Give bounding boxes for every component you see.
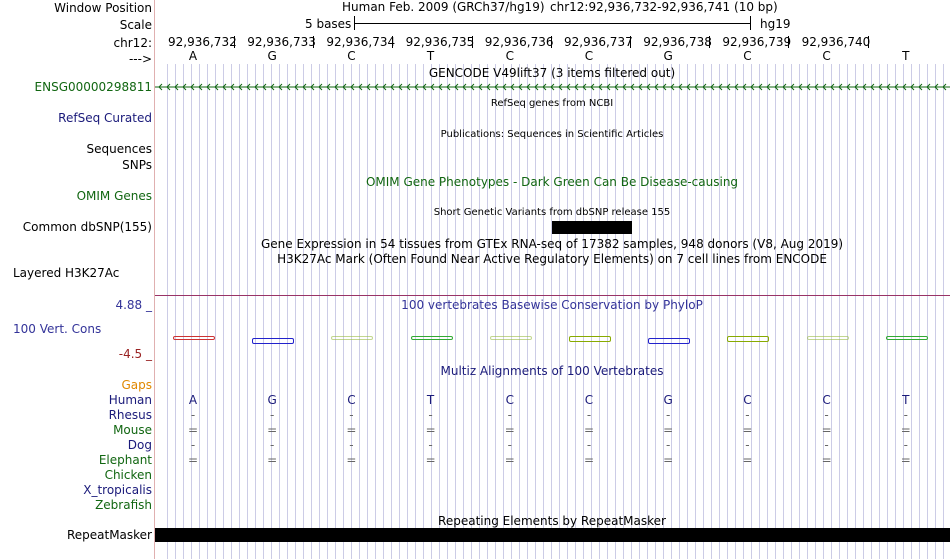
alignment-base: -	[666, 408, 671, 422]
species-label-x_tropicalis[interactable]: X_tropicalis	[83, 483, 152, 497]
repeatmasker-label[interactable]: RepeatMasker	[66, 528, 152, 542]
alignment-base: =	[663, 453, 674, 467]
grid-line	[175, 64, 176, 559]
grid-line	[935, 64, 936, 559]
grid-line	[743, 64, 744, 559]
grid-line	[327, 64, 328, 559]
grid-line	[799, 64, 800, 559]
scale-label: Scale	[119, 18, 152, 32]
alignment-base: -	[428, 408, 433, 422]
conservation-mark[interactable]	[331, 336, 373, 340]
cons-max-value: 4.88 _	[115, 298, 152, 312]
grid-line	[847, 64, 848, 559]
alignment-base: =	[504, 453, 515, 467]
grid-line	[383, 64, 384, 559]
multiz-track-title: Multiz Alignments of 100 Vertebrates	[440, 364, 664, 378]
phylop-track-title: 100 vertebrates Basewise Conservation by PhyloP	[401, 298, 703, 312]
alignment-base: -	[190, 408, 196, 422]
alignment-base: -	[428, 438, 433, 452]
reference-base: T	[902, 49, 910, 63]
alignment-base: C	[743, 393, 752, 407]
alignment-base: =	[425, 423, 436, 437]
repeatmasker-block[interactable]	[155, 528, 950, 542]
ruler-coordinate: 92,936,736	[484, 35, 554, 49]
alignment-base: =	[267, 453, 278, 467]
reference-base: C	[584, 49, 594, 63]
alignment-base: =	[425, 453, 436, 467]
reference-base: C	[347, 49, 356, 63]
grid-line	[719, 64, 720, 559]
sequences-label[interactable]: Sequences	[86, 142, 152, 156]
alignment-base: =	[742, 453, 753, 467]
grid-line	[287, 64, 288, 559]
reference-base: C	[505, 49, 514, 63]
ensg-label[interactable]: ENSG00000298811	[34, 80, 152, 94]
grid-line	[775, 64, 776, 559]
grid-line	[319, 64, 320, 559]
repeatmasker-track-title: Repeating Elements by RepeatMasker	[438, 514, 666, 528]
alignment-base: =	[821, 423, 832, 437]
grid-line	[879, 64, 880, 559]
conservation-mark[interactable]	[252, 338, 294, 344]
ruler-coordinate: 92,936,733	[247, 35, 316, 49]
grid-line	[927, 64, 928, 559]
alignment-base: -	[586, 438, 592, 452]
conservation-mark[interactable]	[727, 336, 769, 342]
alignment-base: -	[507, 438, 512, 452]
alignment-base: =	[187, 423, 199, 437]
alignment-base: C	[505, 393, 514, 407]
conservation-mark[interactable]	[411, 336, 453, 340]
species-label-mouse[interactable]: Mouse	[113, 423, 152, 437]
window-position-label: Window Position	[54, 1, 152, 15]
alignment-base: =	[187, 453, 199, 467]
alignment-base: G	[267, 393, 277, 407]
reference-base: G	[267, 49, 277, 63]
alignment-base: -	[903, 408, 908, 422]
grid-line	[183, 64, 184, 559]
omim-track-title: OMIM Gene Phenotypes - Dark Green Can Be Disease-causing	[365, 175, 739, 189]
grid-line	[167, 64, 168, 559]
reference-base: A	[188, 49, 198, 63]
grid-line	[831, 64, 832, 559]
grid-line	[263, 64, 264, 559]
reference-base: T	[426, 49, 435, 63]
alignment-base: -	[903, 438, 908, 452]
grid-line	[207, 64, 208, 559]
alignment-base: A	[188, 393, 198, 407]
grid-line	[303, 64, 304, 559]
grid-line	[759, 64, 760, 559]
grid-line	[279, 64, 280, 559]
omim-genes-label[interactable]: OMIM Genes	[76, 189, 152, 203]
grid-line	[711, 64, 712, 559]
grid-line	[391, 64, 392, 559]
reference-base: G	[663, 49, 673, 63]
grid-line	[231, 64, 232, 559]
grid-line	[247, 64, 248, 559]
grid-line	[367, 64, 368, 559]
alignment-base: T	[426, 393, 435, 407]
grid-line	[375, 64, 376, 559]
strand-label: --->	[128, 52, 152, 66]
grid-line	[351, 64, 352, 559]
grid-line	[239, 64, 240, 559]
alignment-base: C	[822, 393, 831, 407]
species-label-gaps[interactable]: Gaps	[121, 378, 152, 392]
grid-line	[295, 64, 296, 559]
track-display-area[interactable]	[155, 0, 950, 559]
grid-line	[703, 64, 704, 559]
scale-bar-left-cap	[354, 16, 355, 30]
refseq-track-title: RefSeq genes from NCBI	[490, 98, 614, 109]
alignment-base: -	[270, 408, 275, 422]
species-label-dog[interactable]: Dog	[127, 438, 152, 452]
species-label-elephant[interactable]: Elephant	[98, 453, 152, 467]
ruler-coordinate: 92,936,737	[564, 35, 633, 49]
gtex-track-title: Gene Expression in 54 tissues from GTEx RNA-seq of 17382 samples, 948 donors (V8, Aug 2019)	[260, 237, 844, 251]
alignment-base: =	[663, 423, 674, 437]
h3k27ac-track-title: H3K27Ac Mark (Often Found Near Active Regulatory Elements) on 7 cell lines from ENCODE	[277, 252, 827, 266]
grid-line	[943, 64, 944, 559]
publications-track-title: Publications: Sequences in Scientific Articles	[440, 129, 664, 140]
alignment-base: =	[742, 423, 753, 437]
grid-line	[815, 64, 816, 559]
assembly-title: Human Feb. 2009 (GRCh37/hg19)	[342, 0, 545, 14]
reference-base: C	[743, 49, 752, 63]
vert-cons-label[interactable]: 100 Vert. Cons	[13, 322, 102, 336]
grid-line	[735, 64, 736, 559]
grid-line	[871, 64, 872, 559]
grid-line	[215, 64, 216, 559]
alignment-base: C	[584, 393, 594, 407]
scale-bar-right-cap	[750, 16, 751, 30]
grid-line	[863, 64, 864, 559]
grid-line	[270, 64, 275, 559]
conservation-mark[interactable]	[173, 336, 215, 340]
grid-line	[791, 64, 792, 559]
ruler-coordinate: 92,936,740	[801, 35, 871, 49]
conservation-mark[interactable]	[490, 336, 532, 340]
grid-line	[191, 64, 192, 559]
dbsnp-variant-block[interactable]	[552, 221, 632, 234]
conservation-mark[interactable]	[807, 336, 849, 340]
alignment-base: -	[824, 438, 829, 452]
ruler-coordinate: 92,936,738	[643, 35, 712, 49]
conservation-top-line	[155, 295, 950, 296]
alignment-base: -	[824, 408, 829, 422]
alignment-base: G	[663, 393, 673, 407]
alignment-base: -	[349, 408, 354, 422]
alignment-base: =	[346, 453, 357, 467]
alignment-base: =	[900, 453, 911, 467]
common-dbsnp-label[interactable]: Common dbSNP(155)	[22, 220, 152, 234]
scale-bar	[354, 23, 750, 24]
alignment-base: -	[745, 408, 750, 422]
conservation-mark[interactable]	[569, 336, 611, 342]
grid-line	[359, 64, 360, 559]
grid-line	[855, 64, 856, 559]
species-label-rhesus[interactable]: Rhesus	[108, 408, 152, 422]
reference-base: C	[822, 49, 831, 63]
alignment-base: C	[347, 393, 356, 407]
refseq-curated-label[interactable]: RefSeq Curated	[58, 111, 152, 125]
ruler-coordinate: 92,936,735	[405, 35, 475, 49]
cons-min-value: -4.5 _	[118, 347, 152, 361]
snps-label[interactable]: SNPs	[122, 158, 152, 172]
dbsnp-track-title: Short Genetic Variants from dbSNP release 155	[433, 207, 671, 218]
conservation-mark[interactable]	[648, 338, 690, 344]
grid-line	[839, 64, 840, 559]
grid-line	[887, 64, 888, 559]
alignment-base: -	[349, 438, 354, 452]
alignment-base: =	[504, 423, 515, 437]
alignment-base: =	[346, 423, 357, 437]
scale-text: 5 bases	[305, 17, 352, 31]
alignment-base: =	[900, 423, 911, 437]
scale-db: hg19	[760, 17, 791, 31]
grid-line	[727, 64, 728, 559]
layered-h3k27ac-label[interactable]: Layered H3K27Ac	[13, 266, 120, 280]
ruler-coordinate: 92,936,734	[326, 35, 396, 49]
conservation-mark[interactable]	[886, 336, 928, 340]
position-range: chr12:92,936,732-92,936,741 (10 bp)	[550, 0, 778, 14]
ruler-coordinate: 92,936,732	[168, 35, 237, 49]
gencode-gene-line[interactable]	[155, 82, 950, 92]
grid-line	[399, 64, 400, 559]
alignment-base: =	[583, 453, 595, 467]
chrom-label: chr12:	[113, 36, 152, 50]
alignment-base: =	[583, 423, 595, 437]
ruler-coordinate: 92,936,739	[722, 35, 792, 49]
grid-line	[335, 64, 336, 559]
alignment-base: -	[270, 438, 275, 452]
grid-line	[919, 64, 920, 559]
species-label-chicken[interactable]: Chicken	[104, 468, 152, 482]
grid-line	[783, 64, 784, 559]
grid-line	[823, 64, 824, 559]
grid-line	[255, 64, 256, 559]
grid-line	[343, 64, 344, 559]
grid-line	[223, 64, 224, 559]
alignment-base: -	[586, 408, 592, 422]
grid-line	[807, 64, 808, 559]
alignment-base: =	[821, 453, 832, 467]
species-label-zebrafish[interactable]: Zebrafish	[95, 498, 152, 512]
grid-line	[751, 64, 752, 559]
grid-line	[911, 64, 912, 559]
species-label-human[interactable]: Human	[108, 393, 152, 407]
gencode-track-title: GENCODE V49lift37 (3 items filtered out)	[428, 66, 676, 80]
grid-line	[903, 64, 904, 559]
alignment-base: T	[902, 393, 910, 407]
grid-line	[895, 64, 896, 559]
alignment-base: -	[507, 408, 512, 422]
alignment-base: -	[666, 438, 671, 452]
alignment-base: =	[267, 423, 278, 437]
grid-line	[311, 64, 312, 559]
grid-line	[199, 64, 200, 559]
alignment-base: -	[745, 438, 750, 452]
grid-line	[767, 64, 768, 559]
alignment-base: -	[190, 438, 196, 452]
